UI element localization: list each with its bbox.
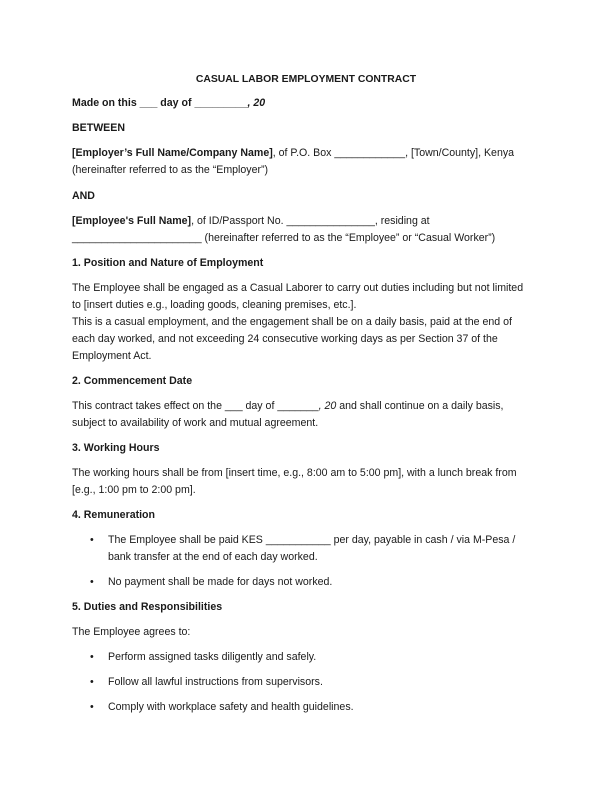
made-on-line [72,96,265,112]
employee-line [72,214,430,230]
duty-item: Follow all lawful instructions from supervisors. [108,676,323,688]
employer-line [72,146,514,162]
and-label: AND [72,190,95,202]
employer-reference: (hereinafter referred to as the “Employer”) [72,164,269,176]
section-1-text: The Employee shall be engaged as a Casual Laborer to carry out duties including but not limited [72,282,524,294]
section-1-text: This is a casual employment, and the engagement shall be on a daily basis, paid at the end of [72,316,512,328]
section-5-heading: 5. Duties and Responsibilities [72,601,223,613]
bullet-icon: • [90,701,94,713]
section-2-text: subject to availability of work and mutual agreement. [72,417,319,429]
section-3-text: The working hours shall be from [insert time, e.g., 8:00 am to 5:00 pm], with a lunch break from [72,467,517,479]
employer-name: [Employer’s Full Name/Company Name] [72,147,273,159]
made-on-text: Made on this ___ day of _________ [72,97,248,109]
remuneration-item: No payment shall be made for days not worked. [108,576,333,588]
section-5-intro: The Employee agrees to: [72,626,191,638]
duty-item: Perform assigned tasks diligently and safely. [108,651,317,663]
document-title: CASUAL LABOR EMPLOYMENT CONTRACT [195,74,417,85]
section-2-text [72,399,504,415]
employee-reference: ______________________ (hereinafter referred to as the “Employee” or “Casual Worker”) [72,232,496,244]
commencement-year: , 20 [318,400,337,412]
section-1-text: each day worked, and not exceeding 24 consecutive working days as per Section 37 of the [72,333,498,345]
between-label: BETWEEN [72,122,125,134]
bullet-icon: • [90,651,94,663]
employee-name: [Employee's Full Name] [72,215,192,227]
section-3-heading: 3. Working Hours [72,442,160,454]
duty-item: Comply with workplace safety and health guidelines. [108,701,354,713]
employer-address: , of P.O. Box ____________, [Town/County], Kenya [272,147,515,159]
section-1-text: to [insert duties e.g., loading goods, cleaning premises, etc.]. [72,299,357,311]
bullet-icon: • [90,534,94,546]
bullet-icon: • [90,676,94,688]
section-1-text: Employment Act. [72,350,152,362]
employee-id: , of ID/Passport No. _______________, residing at [191,215,430,227]
section-4-heading: 4. Remuneration [72,509,156,521]
section-2-heading: 2. Commencement Date [72,375,193,387]
section-1-heading: 1. Position and Nature of Employment [72,257,264,269]
commencement-continuation: and shall continue on a daily basis, [336,400,504,412]
section-3-text: [e.g., 1:00 pm to 2:00 pm]. [72,484,196,496]
commencement-date: This contract takes effect on the ___ day of _______ [72,400,319,412]
bullet-icon: • [90,576,94,588]
remuneration-item: The Employee shall be paid KES ___________ per day, payable in cash / via M-Pesa / [108,534,516,546]
made-on-year: , 20 [247,97,266,109]
remuneration-item: bank transfer at the end of each day worked. [108,551,318,563]
